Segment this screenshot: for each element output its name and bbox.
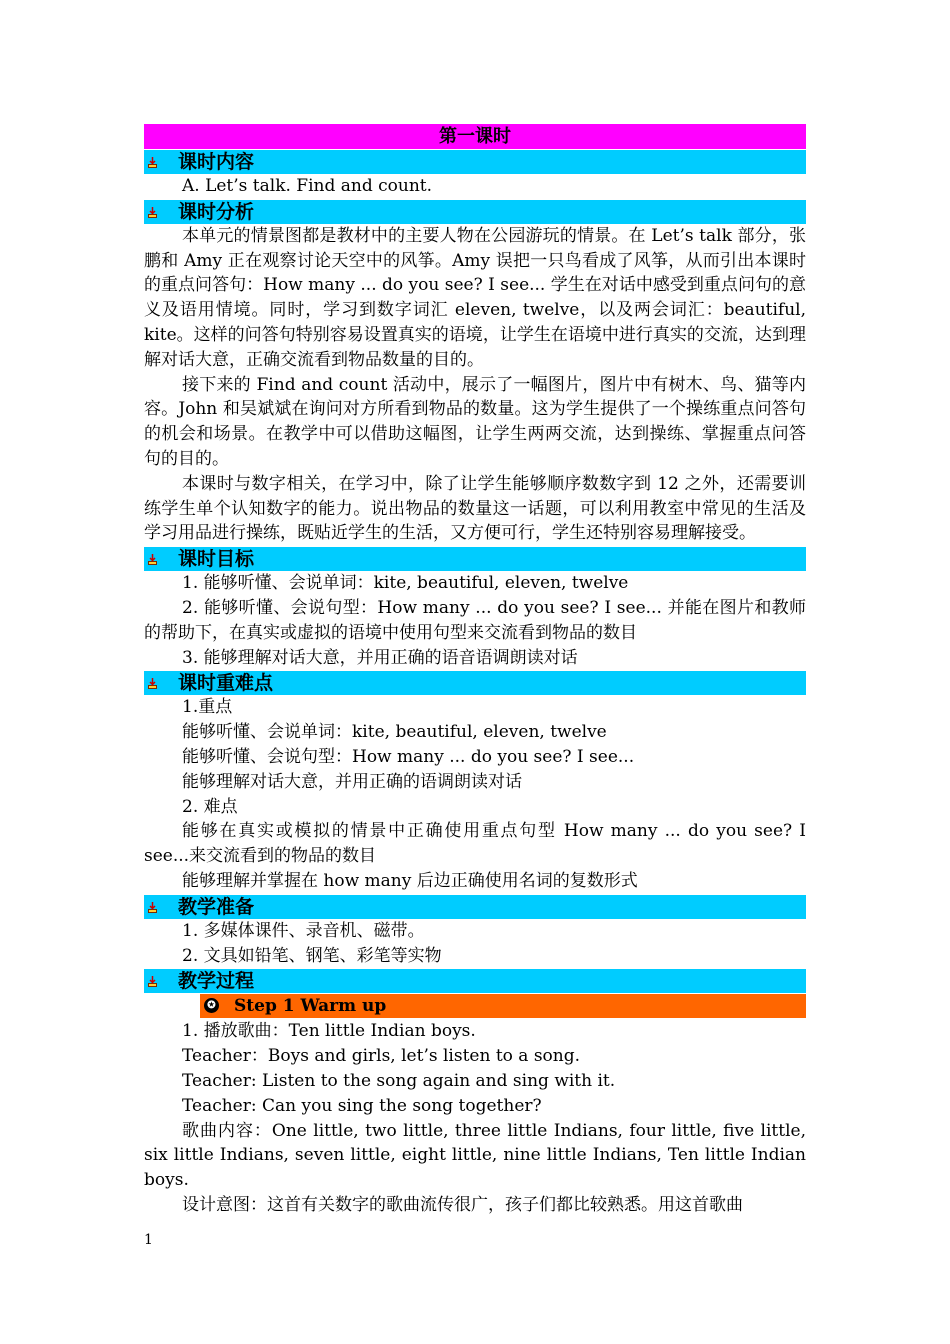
paragraph: 能够理解并掌握在 how many 后边正确使用名词的复数形式 (182, 870, 638, 891)
paragraph: 能够理解对话大意，并用正确的语调朗读对话 (182, 771, 522, 792)
section-heading-keypoints (144, 671, 806, 695)
book-arrow-icon (148, 157, 157, 168)
paragraph: Teacher：Boys and girls, let’s listen to a song. (182, 1046, 581, 1067)
section-heading-goals (144, 547, 806, 571)
star-circle-icon: ✪ (204, 998, 219, 1013)
section-heading-analysis (144, 200, 806, 224)
book-arrow-icon (148, 554, 157, 565)
paragraph: 2. 能够听懂、会说句型：How many ... do you see? I see... 并能在图片和教师的帮助下，在真实或虚拟的语境中使用句型来交流看到物品的数目 (144, 597, 806, 643)
paragraph: 能够在真实或模拟的情景中正确使用重点句型 How many ... do you see? I see...来交流看到的物品的数目 (144, 821, 806, 867)
document-page (144, 124, 806, 1218)
paragraph: 能够听懂、会说单词：kite, beautiful, eleven, twelve (182, 722, 607, 743)
section-heading-preparation (144, 895, 806, 919)
paragraph: Teacher: Can you sing the song together? (182, 1095, 542, 1116)
paragraph: 1. 播放歌曲：Ten little Indian boys. (182, 1021, 476, 1042)
paragraph: 能够听懂、会说句型：How many ... do you see? I see... (182, 746, 635, 767)
paragraph: 1.重点 (182, 697, 233, 718)
book-arrow-icon (148, 207, 157, 218)
book-arrow-icon (148, 902, 157, 913)
section-heading-label: 教学准备 (178, 895, 255, 918)
step-heading (200, 994, 806, 1018)
section-heading-label: 课时分析 (178, 200, 255, 223)
page-number: 1 (144, 1232, 153, 1248)
paragraph: 本课时与数字相关，在学习中，除了让学生能够顺序数数字到 12 之外，还需要训练学生单个认知数字的能力。说出物品的数量这一话题，可以利用教室中常见的生活及学习用品进行操练，既贴近学生的生活，又方便可行，学生还特别容易理解接受。 (144, 473, 806, 544)
paragraph: Teacher: Listen to the song again and sing with it. (182, 1070, 616, 1091)
paragraph: A. Let’s talk. Find and count. (182, 176, 433, 196)
section-heading-label: 课时内容 (178, 151, 255, 173)
paragraph: 2. 难点 (182, 796, 238, 817)
paragraph: 接下来的 Find and count 活动中，展示了一幅图片，图片中有树木、鸟、猫等内容。John 和吴斌斌在询问对方所看到物品的数量。这为学生提供了一个操练重点问答句的机会和场景。在教学中可以借助这幅图，让学生两两交流，达到操练、掌握重点问答句的目的。 (144, 374, 806, 469)
paragraph: 本单元的情景图都是教材中的主要人物在公园游玩的情景。在 Let’s talk 部分，张鹏和 Amy 正在观察讨论天空中的风筝。Amy 误把一只鸟看成了风筝，从而引出本课时的重点问答句：How many ... do you see? I see... 学生在对话中感受到重点问句的意义及语用情境。同时，学习到数字词汇 eleven, twelve，以及两会词汇：beautiful, kite。这样的问答句特别容易设置真实的语境，让学生在语境中进行真实的交流，达到理解对话大意，正确交流看到物品数量的目的。 (144, 225, 806, 370)
paragraph: 3. 能够理解对话大意，并用正确的语音语调朗读对话 (182, 647, 578, 668)
paragraph: 2. 文具如铅笔、钢笔、彩笔等实物 (182, 945, 442, 966)
book-arrow-icon (148, 976, 157, 987)
paragraph: 设计意图：这首有关数字的歌曲流传很广，孩子们都比较熟悉。用这首歌曲 (182, 1194, 743, 1215)
section-heading-content (144, 150, 806, 174)
paragraph: 1. 能够听懂、会说单词：kite, beautiful, eleven, twelve (182, 573, 629, 594)
step-heading-label: Step 1 Warm up (234, 996, 387, 1017)
book-arrow-icon (148, 678, 157, 689)
lesson-title: 第一课时 (144, 124, 806, 149)
section-heading-label: 课时目标 (178, 548, 255, 571)
section-heading-process (144, 969, 806, 993)
paragraph: 歌曲内容：One little, two little, three little Indians, four little, five little, six little Indians, seven little, eight little, nine little Indians, Ten little Indian boys. (144, 1120, 806, 1191)
paragraph: 1. 多媒体课件、录音机、磁带。 (182, 920, 425, 941)
section-heading-label: 课时重难点 (178, 672, 274, 695)
section-heading-label: 教学过程 (178, 970, 255, 993)
